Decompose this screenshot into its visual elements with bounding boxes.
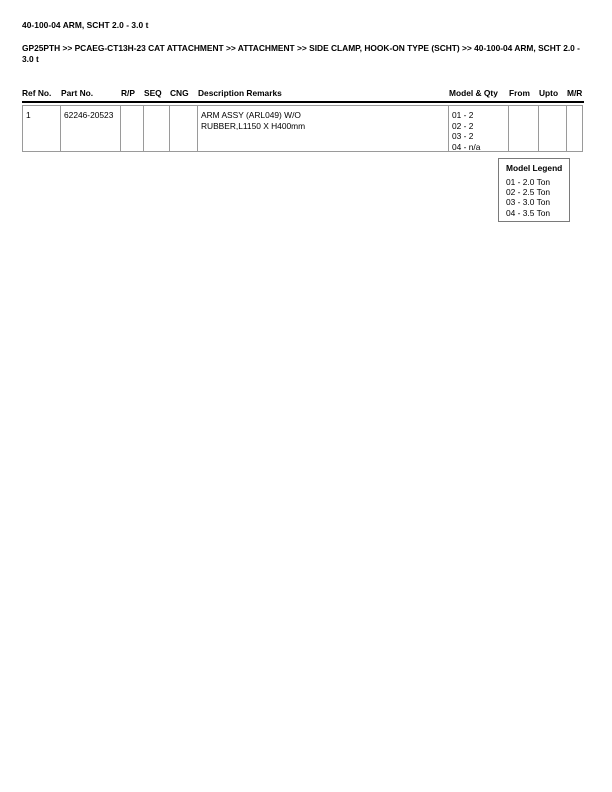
legend-item: 04 - 3.5 Ton [506,207,551,218]
header-mr: M/R [567,88,583,98]
column-divider [448,105,449,152]
header-description: Description Remarks [198,88,282,98]
column-divider [508,105,509,152]
model-legend [498,158,570,222]
cell-description-line-2: RUBBER,L1150 X H400mm [201,120,306,131]
cell-description-line-1: ARM ASSY (ARL049) W/O [201,110,301,120]
column-divider [197,105,198,152]
header-part-no: Part No. [61,88,94,98]
header-rp: R/P [121,88,135,98]
header-divider [22,101,584,103]
header-cng: CNG [170,88,189,98]
column-divider [538,105,539,152]
column-divider [566,105,567,152]
cell-part-no: 62246-20523 [64,110,114,120]
page-title: 40-100-04 ARM, SCHT 2.0 - 3.0 t [22,20,149,30]
legend-item: 03 - 3.0 Ton [506,197,551,208]
header-from: From [509,88,530,98]
column-divider [120,105,121,152]
cell-model-qty-3: 03 - 2 [452,131,474,141]
header-ref-no: Ref No. [22,88,52,98]
cell-ref-no: 1 [26,110,31,120]
column-divider [60,105,61,152]
header-model-qty: Model & Qty [449,88,498,98]
legend-item: 02 - 2.5 Ton [506,187,551,198]
header-upto: Upto [539,88,559,98]
breadcrumb: GP25PTH >> PCAEG-CT13H-23 CAT ATTACHMENT >> ATTACHMENT >> SIDE CLAMP, HOOK-ON TYPE (SCHT) >> 40-100-04 ARM, SCHT 2.0 - 3.0 t [22,43,580,64]
cell-model-qty-1: 01 - 2 [452,110,474,120]
legend-item: 01 - 2.0 Ton [506,177,551,187]
cell-model-qty-2: 02 - 2 [452,120,474,131]
column-divider [143,105,144,152]
header-seq: SEQ [144,88,162,98]
cell-model-qty-4: 04 - n/a [452,141,481,152]
legend-title: Model Legend [506,163,563,173]
column-divider [169,105,170,152]
